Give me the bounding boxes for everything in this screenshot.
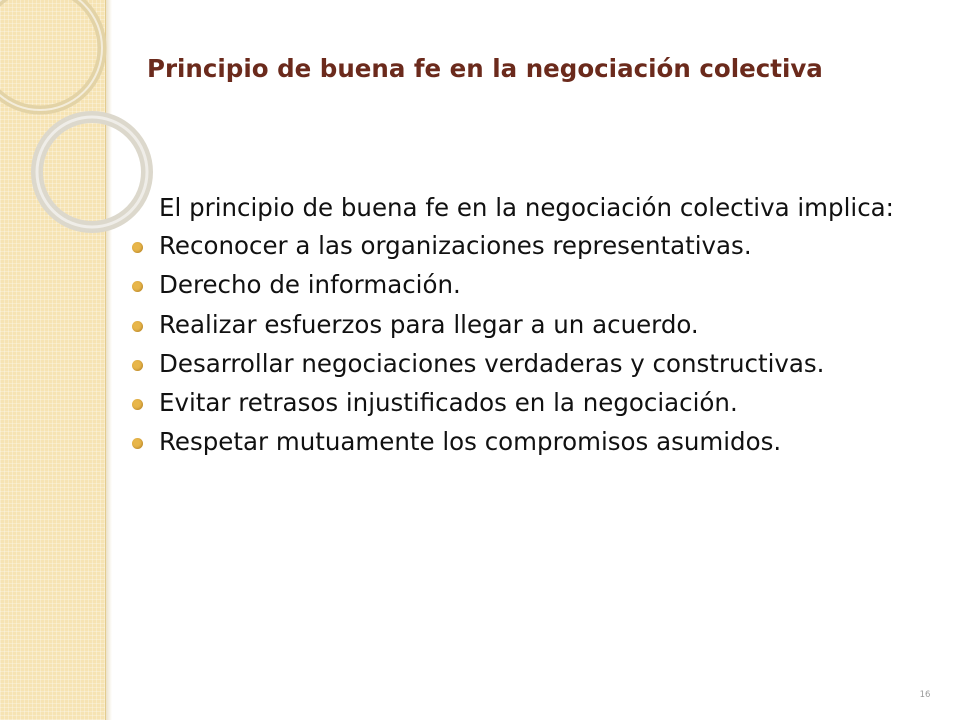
bullet-item xyxy=(127,232,922,260)
bullet-text: Reconocer a las organizaciones representativas. xyxy=(159,231,752,261)
bullet-list xyxy=(127,232,922,456)
bullet-dot-icon xyxy=(132,321,143,332)
bullet-dot-icon xyxy=(132,360,143,371)
bullet-item xyxy=(127,350,922,378)
bullet-dot-icon xyxy=(132,281,143,292)
bullet-text: Realizar esfuerzos para llegar a un acuerdo. xyxy=(159,309,699,339)
bullet-text: Respetar mutuamente los compromisos asumidos. xyxy=(159,427,782,457)
bullet-item xyxy=(127,271,922,299)
bullet-text: Desarrollar negociaciones verdaderas y constructivas. xyxy=(159,348,825,378)
large-ring xyxy=(0,0,102,110)
bullet-dot-icon xyxy=(132,399,143,410)
bullet-item xyxy=(127,311,922,339)
bullet-dot-icon xyxy=(132,242,143,253)
slide-title: Principio de buena fe en la negociación colectiva xyxy=(147,54,823,83)
bullet-dot-icon xyxy=(132,438,143,449)
bullet-text: Derecho de información. xyxy=(159,270,461,300)
bullet-item xyxy=(127,389,922,417)
intro-paragraph: El principio de buena fe en la negociación colectiva implica: xyxy=(159,193,894,222)
page-number: 16 xyxy=(919,690,931,700)
bullet-text: Evitar retrasos injustificados en la negociación. xyxy=(159,387,738,417)
slide-content xyxy=(127,194,922,467)
bullet-item xyxy=(127,428,922,456)
